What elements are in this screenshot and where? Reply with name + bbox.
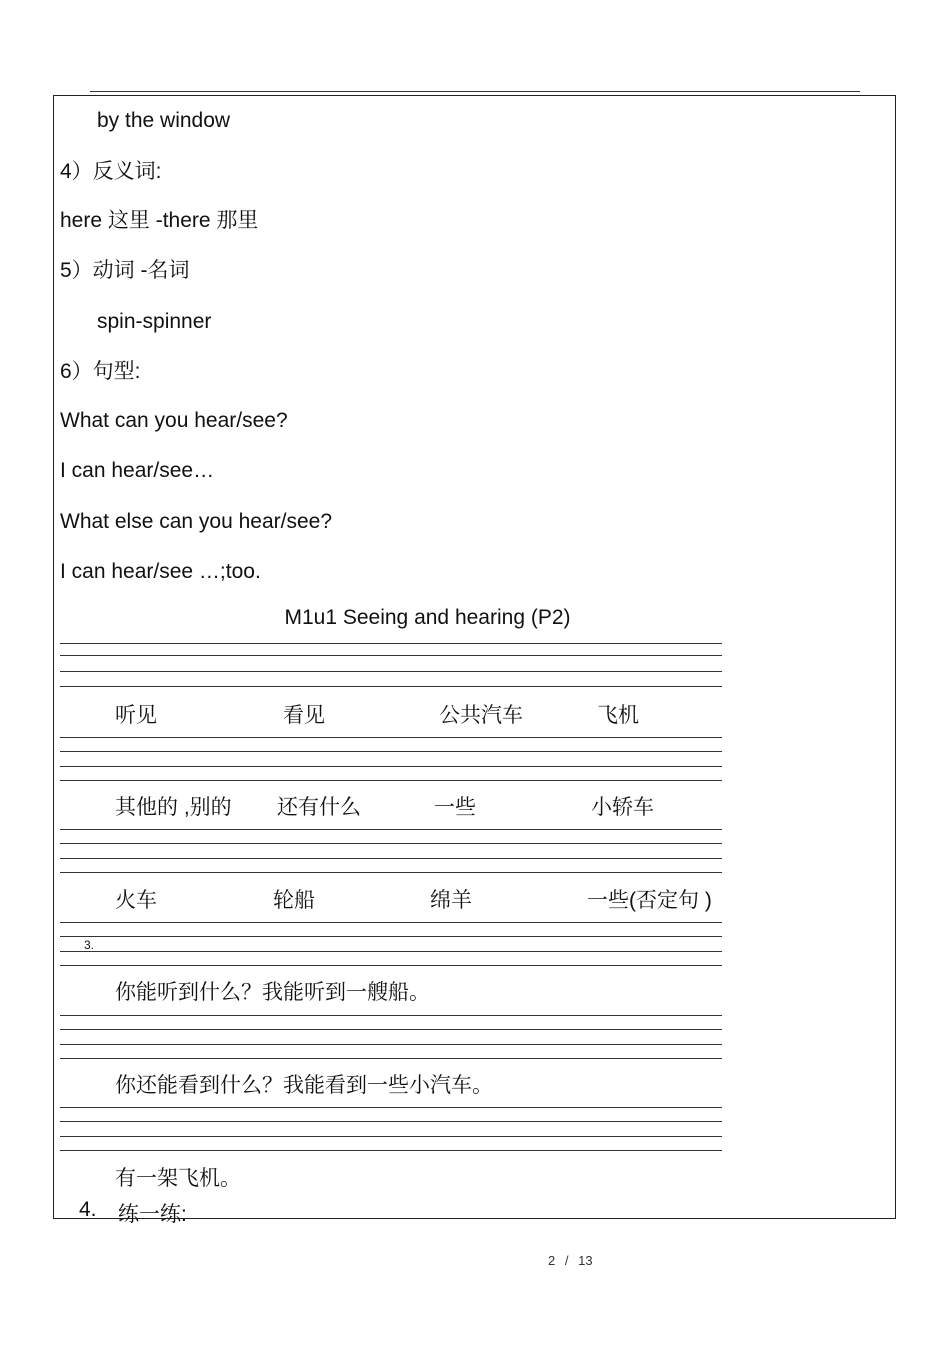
word-cell: 还有什么: [277, 796, 361, 819]
word-cell: 绵羊: [430, 889, 472, 912]
pattern-4: I can hear/see …;too.: [60, 560, 261, 583]
word-cell: 一些: [434, 796, 476, 819]
phrase-by-window: by the window: [97, 109, 231, 132]
word-cell: 一些(否定句 ): [587, 889, 712, 912]
section-4-heading: 4）反义词:: [60, 160, 162, 183]
pattern-3: What else can you hear/see?: [60, 510, 332, 533]
word-cell: 公共汽车: [439, 704, 523, 727]
item-4-number: 4.: [79, 1198, 97, 1221]
pattern-1: What can you hear/see?: [60, 409, 288, 432]
word-cell: 火车: [115, 889, 157, 912]
page-number: [548, 1253, 593, 1268]
item-3-marker: 3.: [84, 938, 95, 952]
word-cell: 其他的 ,别的: [115, 796, 232, 819]
sentence-2: 你还能看到什么？我能看到一些小汽车。: [115, 1074, 493, 1097]
sentence-1: 你能听到什么？我能听到一艘船。: [115, 981, 430, 1004]
total-pages: 13: [578, 1253, 593, 1268]
word-cell: 听见: [115, 704, 157, 727]
verb-noun-pair: spin-spinner: [97, 310, 212, 333]
word-cell: 看见: [283, 704, 325, 727]
word-cell: 小轿车: [591, 796, 654, 819]
section-5-heading: 5）动词 -名词: [60, 259, 190, 282]
word-cell: 轮船: [273, 889, 315, 912]
antonym-pair: here 这里 -there 那里: [60, 209, 259, 232]
current-page: 2: [548, 1253, 556, 1268]
word-cell: 飞机: [597, 704, 639, 727]
pattern-2: I can hear/see…: [60, 459, 215, 482]
exercise-title: M1u1 Seeing and hearing (P2): [284, 606, 571, 629]
header-rule: [90, 91, 860, 92]
item-4-label: 练一练:: [118, 1203, 187, 1226]
sentence-3: 有一架飞机。: [115, 1167, 241, 1190]
section-6-heading: 6）句型:: [60, 360, 141, 383]
page-separator: /: [564, 1253, 569, 1268]
